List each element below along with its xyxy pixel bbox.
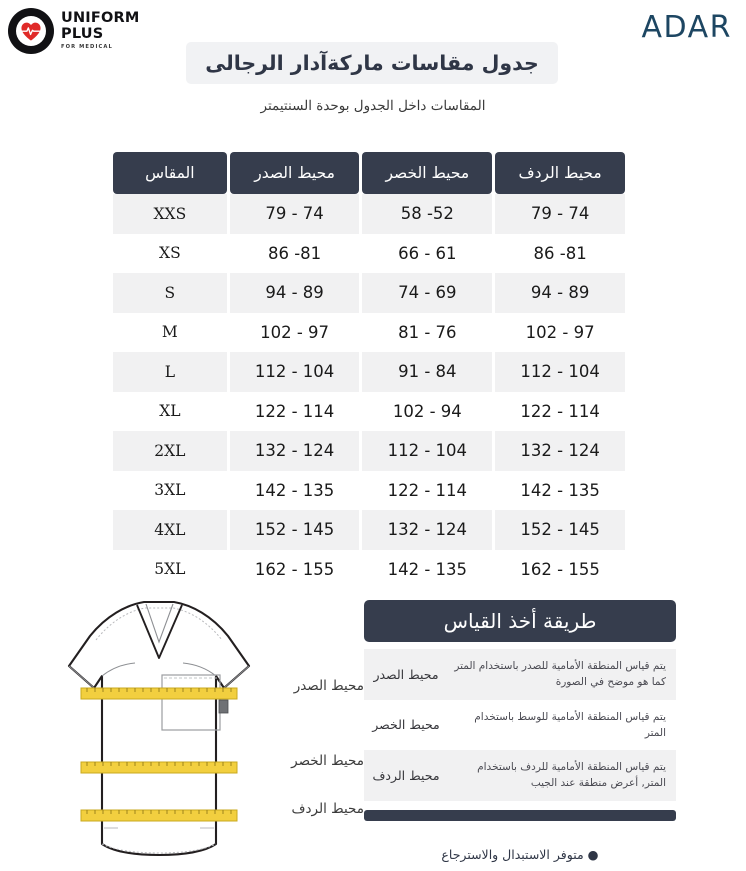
cell-waist: 135 - 142 — [362, 550, 492, 590]
table-row — [113, 431, 625, 471]
cell-size: XXS — [113, 194, 227, 234]
cell-size: 4XL — [113, 510, 227, 550]
cell-size: M — [113, 313, 227, 353]
page-header — [0, 0, 746, 114]
guide-table — [364, 649, 676, 801]
cell-hip: 89 - 94 — [495, 273, 625, 313]
table-row — [113, 273, 625, 313]
returns-note: ● متوفر الاستبدال والاسترجاع — [441, 846, 599, 862]
guide-row-description: يتم قياس المنطقة الأمامية للوسط باستخدام المتر — [474, 710, 666, 739]
page-title: جدول مقاسات ماركةآدار الرجالى — [205, 51, 539, 75]
heart-pulse-glyph — [20, 21, 42, 41]
scrub-top-illustration — [34, 596, 284, 864]
cell-waist: 69 - 74 — [362, 273, 492, 313]
table-row — [113, 234, 625, 274]
size-table-header-row — [113, 152, 625, 194]
cell-waist: 84 - 91 — [362, 352, 492, 392]
logo-line-2: PLUS — [61, 25, 104, 42]
cell-chest: 135 - 142 — [230, 471, 360, 511]
cell-hip: 97 - 102 — [495, 313, 625, 353]
cell-waist: 61 - 66 — [362, 234, 492, 274]
cell-hip: 104 - 112 — [495, 352, 625, 392]
garment-diagram — [34, 596, 364, 864]
table-row — [113, 392, 625, 432]
logo-tagline: FOR MEDICAL — [61, 44, 113, 51]
cell-hip: 155 - 162 — [495, 550, 625, 590]
column-header-hip: محيط الردف — [495, 152, 625, 194]
cell-hip: 135 - 142 — [495, 471, 625, 511]
guide-row-label: محيط الخصر — [372, 717, 440, 733]
tape-hip — [81, 810, 237, 821]
cell-hip: 145 - 152 — [495, 510, 625, 550]
cell-size: S — [113, 273, 227, 313]
cell-size: 3XL — [113, 471, 227, 511]
adar-brand-logo: ADAR — [641, 10, 732, 45]
cell-hip: 124 - 132 — [495, 431, 625, 471]
cell-hip: 81- 86 — [495, 234, 625, 274]
table-row — [113, 352, 625, 392]
cell-chest: 97 - 102 — [230, 313, 360, 353]
uniform-plus-wordmark — [61, 11, 140, 50]
table-row — [113, 313, 625, 353]
cell-chest: 114 - 122 — [230, 392, 360, 432]
page-subtitle: المقاسات داخل الجدول بوحدة السنتيمتر — [260, 98, 486, 114]
cell-waist: 104 - 112 — [362, 431, 492, 471]
column-header-chest: محيط الصدر — [230, 152, 360, 194]
column-header-waist: محيط الخصر — [362, 152, 492, 194]
page-title-banner — [186, 42, 558, 84]
diagram-label-waist: محيط الخصر — [291, 753, 364, 769]
guide-bottom-bar — [364, 810, 676, 821]
guide-row-label: محيط الصدر — [364, 649, 448, 700]
guide-title: طريقة أخذ القياس — [443, 609, 597, 633]
heart-pulse-icon — [8, 8, 54, 54]
tape-chest — [81, 688, 237, 699]
guide-row-label: محيط الردف — [364, 750, 448, 801]
guide-row — [364, 750, 676, 801]
cell-hip: 74 - 79 — [495, 194, 625, 234]
guide-row-description: يتم قياس المنطقة الأمامية للردف باستخدام المتر, أعرض منطقة عند الجيب — [448, 750, 676, 801]
cell-waist: 76 - 81 — [362, 313, 492, 353]
guide-row — [364, 700, 676, 751]
table-row — [113, 550, 625, 590]
guide-row — [364, 649, 676, 700]
cell-waist: 94 - 102 — [362, 392, 492, 432]
cell-chest: 124 - 132 — [230, 431, 360, 471]
table-row — [113, 194, 625, 234]
guide-row-description: يتم قياس المنطقة الأمامية للصدر باستخدام المتر كما هو موضح في الصورة — [448, 649, 676, 700]
cell-chest: 89 - 94 — [230, 273, 360, 313]
column-header-size: المقاس — [113, 152, 227, 194]
table-row — [113, 510, 625, 550]
uniform-plus-logo — [8, 8, 140, 54]
cell-size: XL — [113, 392, 227, 432]
cell-chest: 104 - 112 — [230, 352, 360, 392]
cell-hip: 114 - 122 — [495, 392, 625, 432]
cell-chest: 81- 86 — [230, 234, 360, 274]
cell-chest: 145 - 152 — [230, 510, 360, 550]
diagram-label-hip: محيط الردف — [291, 801, 364, 817]
cell-waist: 52- 58 — [362, 194, 492, 234]
table-row — [113, 471, 625, 511]
measurement-guide — [364, 600, 676, 862]
cell-size: 2XL — [113, 431, 227, 471]
cell-waist: 114 - 122 — [362, 471, 492, 511]
guide-title-banner — [364, 600, 676, 642]
size-table — [110, 152, 628, 589]
cell-chest: 74 - 79 — [230, 194, 360, 234]
logo-line-1: UNIFORM — [61, 10, 140, 27]
cell-waist: 124 - 132 — [362, 510, 492, 550]
measurement-section — [0, 592, 746, 871]
cell-size: L — [113, 352, 227, 392]
cell-size: 5XL — [113, 550, 227, 590]
tape-waist — [81, 762, 237, 773]
diagram-label-chest: محيط الصدر — [293, 678, 364, 694]
cell-chest: 155 - 162 — [230, 550, 360, 590]
cell-size: XS — [113, 234, 227, 274]
